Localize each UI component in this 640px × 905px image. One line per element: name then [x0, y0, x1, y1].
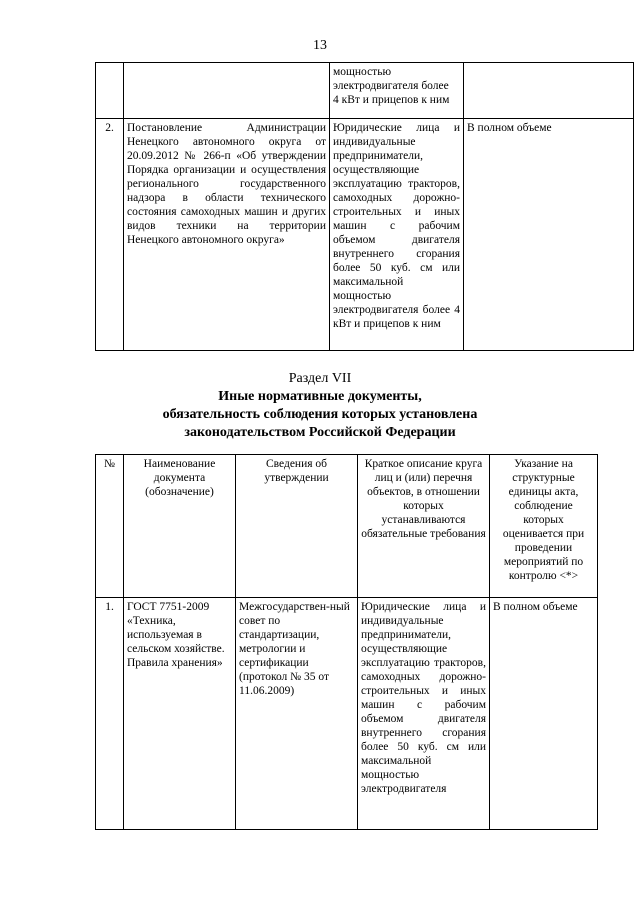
section-number: Раздел VII: [288, 371, 352, 386]
section-title-line: Иные нормативные документы,: [218, 389, 422, 404]
other-documents-table: [95, 454, 598, 830]
table-row: [96, 63, 634, 119]
section-title-line: законодательством Российской Федерации: [184, 425, 456, 440]
approval-cell: Межгосударствен-ный совет по стандартизации, метрологии и сертификации (протокол № 35 от 11.06.2009): [236, 598, 358, 830]
header-subjects: Краткое описание круга лиц и (или) перечня объектов, в отношении которых устанавливаются обязательные требования: [358, 455, 490, 598]
table-row: [96, 119, 634, 351]
subjects-line: мощностью: [333, 66, 392, 78]
subjects-cell: Юридические лица и индивидуальные предприниматели, осуществляющие эксплуатацию тракторов, самоходных дорожно-строительных и иных машин с рабочим объемом двигателя внутреннего сгорания более 50 куб. см или максимальной мощностью электродвигателя более 4 кВт и прицепов к ним: [330, 119, 464, 351]
header-document: Наименование документа (обозначение): [124, 455, 236, 598]
section-title-line: обязательность соблюдения которых установлена: [162, 407, 478, 422]
table-row: [96, 598, 598, 830]
table-header-row: [96, 455, 598, 598]
subjects-cell: Юридические лица и индивидуальные предприниматели, осуществляющие эксплуатацию тракторов, самоходных дорожно-строительных и иных машин с рабочим объемом двигателя внутреннего сгорания более 50 куб. см или максимальной мощностью электродвигателя: [358, 598, 490, 830]
page-number: 13: [313, 38, 327, 53]
scope-cell: В полном объеме: [490, 598, 598, 830]
header-approval: Сведения об утверждении: [236, 455, 358, 598]
row-number: [96, 63, 124, 119]
section-heading: [0, 370, 640, 442]
document-cell: ГОСТ 7751-2009 «Техника, используемая в сельском хозяйстве. Правила хранения»: [124, 598, 236, 830]
document-cell: [124, 63, 330, 119]
header-scope: Указание на структурные единицы акта, соблюдение которых оценивается при проведении мероприятий по контролю <*>: [490, 455, 598, 598]
scope-cell: В полном объеме: [464, 119, 634, 351]
scope-cell: [464, 63, 634, 119]
subjects-cell: [330, 63, 464, 119]
row-number: 2.: [96, 119, 124, 351]
subjects-line: электродвигателя более: [333, 80, 449, 92]
subjects-line: 4 кВт и прицепов к ним: [333, 94, 450, 106]
header-number: №: [96, 455, 124, 598]
row-number: 1.: [96, 598, 124, 830]
document-cell: Постановление Администрации Ненецкого автономного округа от 20.09.2012 № 266-п «Об утверждении Порядка организации и осуществления регионального государственного надзора в области технического состояния самоходных машин и других видов техники на территории Ненецкого автономного округа»: [124, 119, 330, 351]
documents-table-continued: [95, 62, 634, 351]
